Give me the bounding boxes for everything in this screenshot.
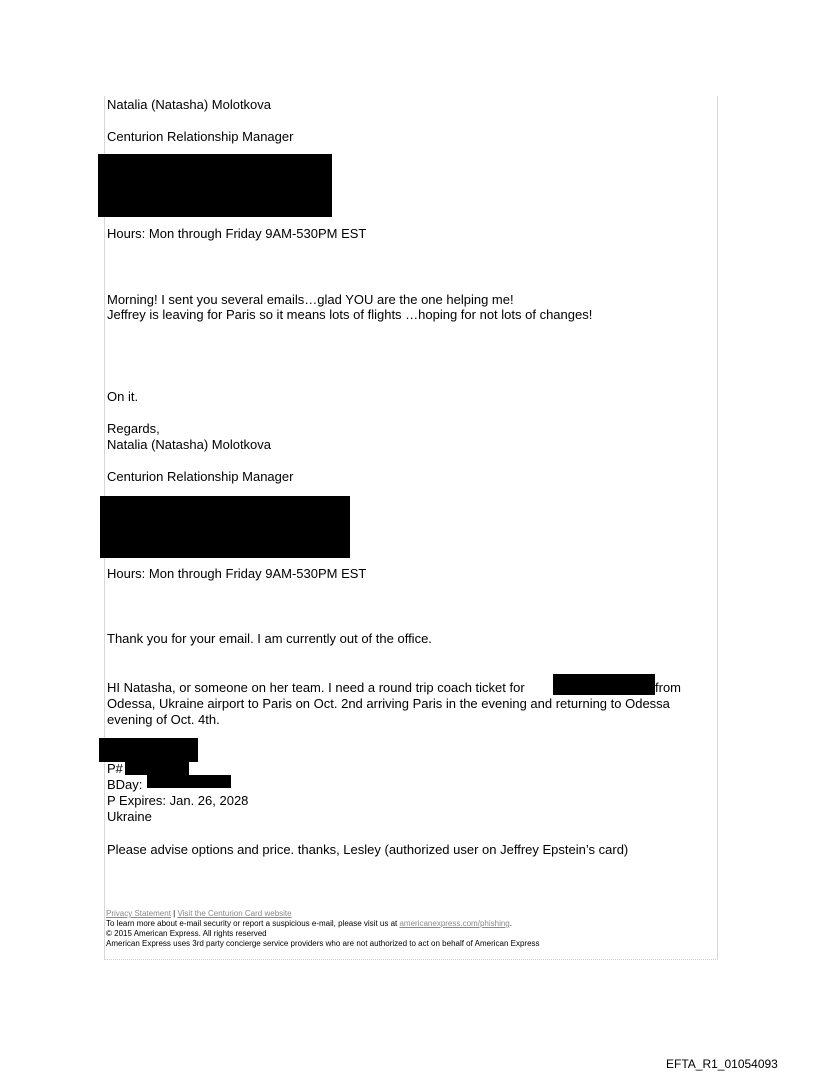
security-notice-text: To learn more about e-mail security or report a suspicious e-mail, please visit us at bbox=[106, 919, 400, 928]
regards-text: Regards, bbox=[107, 421, 160, 436]
security-notice-end: . bbox=[509, 919, 512, 928]
passport-expiry: P Expires: Jan. 26, 2028 bbox=[107, 793, 249, 808]
request-line: Odessa, Ukraine airport to Paris on Oct. 2nd arriving Paris in the evening and returning to Odessa bbox=[107, 696, 670, 711]
country-text: Ukraine bbox=[107, 809, 152, 824]
redaction-block bbox=[553, 674, 655, 695]
link-separator: | bbox=[170, 909, 178, 918]
request-line: evening of Oct. 4th. bbox=[107, 712, 220, 727]
auto-reply-text: Thank you for your email. I am currently out of the office. bbox=[107, 631, 432, 646]
office-hours: Hours: Mon through Friday 9AM-530PM EST bbox=[107, 226, 367, 241]
request-line: HI Natasha, or someone on her team. I need a round trip coach ticket for bbox=[107, 680, 525, 695]
footer-links bbox=[106, 909, 292, 919]
redaction-block bbox=[98, 154, 332, 217]
message-line: Jeffrey is leaving for Paris so it means lots of flights …hoping for not lots of changes! bbox=[107, 307, 593, 322]
reply-text: On it. bbox=[107, 389, 139, 404]
sender-name: Natalia (Natasha) Molotkova bbox=[107, 97, 272, 112]
message-line: Morning! I sent you several emails…glad YOU are the one helping me! bbox=[107, 292, 514, 307]
phishing-link[interactable]: americanexpress.com/phishing bbox=[399, 919, 510, 928]
birthday-label: BDay: bbox=[107, 777, 143, 792]
office-hours: Hours: Mon through Friday 9AM-530PM EST bbox=[107, 566, 367, 581]
closing-text: Please advise options and price. thanks, Lesley (authorized user on Jeffrey Epstein’s card) bbox=[107, 842, 629, 857]
redaction-block bbox=[125, 761, 189, 775]
copyright-text: © 2015 American Express. All rights reserved bbox=[106, 929, 267, 938]
security-notice bbox=[106, 919, 512, 929]
centurion-website-link[interactable]: Visit the Centurion Card website bbox=[177, 909, 292, 918]
document-id: EFTA_R1_01054093 bbox=[666, 1057, 778, 1071]
request-line: from bbox=[655, 680, 681, 695]
disclaimer-text: American Express uses 3rd party concierge service providers who are not authorized to act on behalf of American Express bbox=[106, 939, 540, 948]
redaction-block bbox=[99, 738, 198, 762]
sender-name: Natalia (Natasha) Molotkova bbox=[107, 437, 272, 452]
privacy-statement-link[interactable]: Privacy Statement bbox=[106, 909, 171, 918]
sender-title: Centurion Relationship Manager bbox=[107, 469, 294, 484]
passport-label: P# bbox=[107, 761, 123, 776]
redaction-block bbox=[147, 775, 231, 788]
redaction-block bbox=[100, 496, 350, 558]
sender-title: Centurion Relationship Manager bbox=[107, 129, 294, 144]
